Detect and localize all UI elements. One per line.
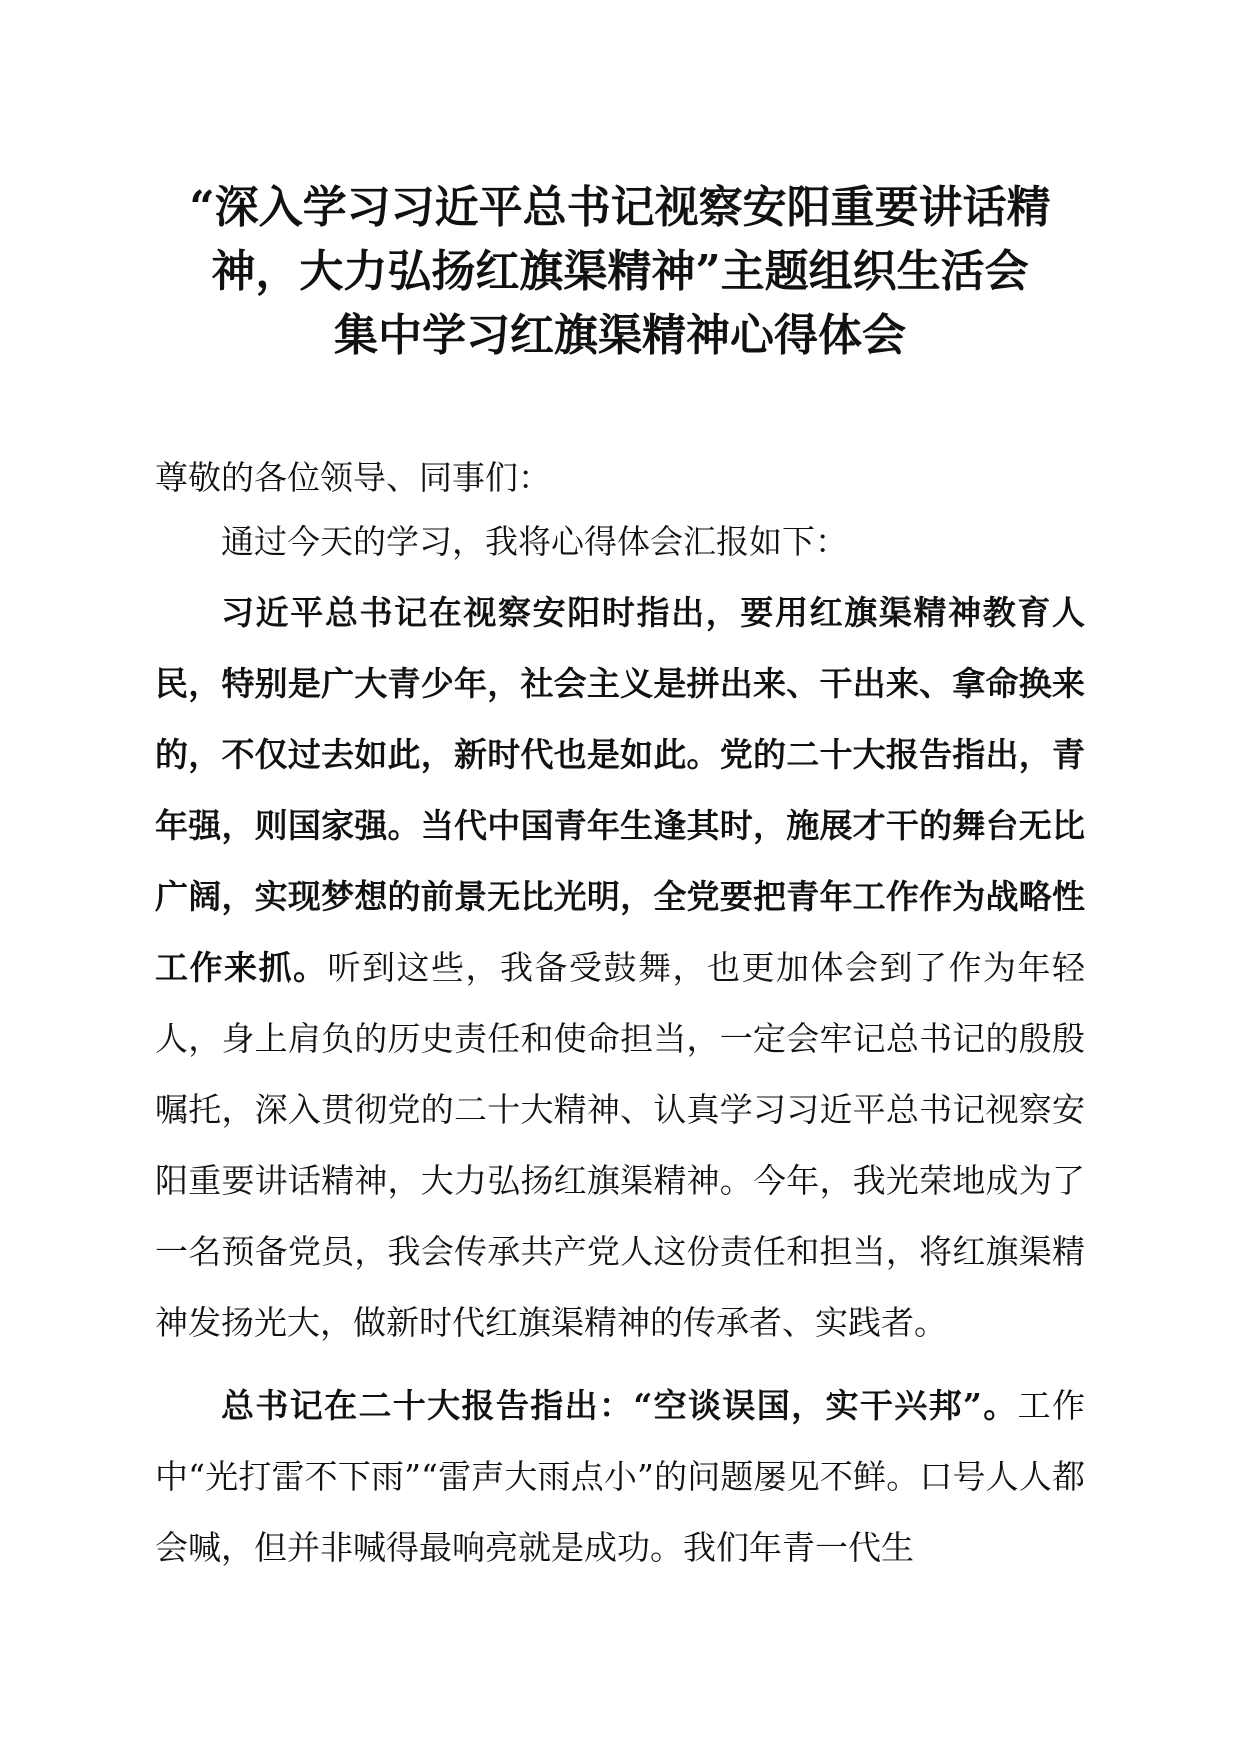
paragraph-2-text: 工作中“光打雷不下雨”“雷声大雨点小”的问题屡见不鲜。口号人人都会喊，但并非喊得最响亮就是成功。我们年青一代生 xyxy=(155,1386,1086,1567)
title-line-2: 神，大力弘扬红旗渠精神”主题组织生活会 xyxy=(211,246,1029,297)
paragraph-1-text: 听到这些，我备受鼓舞，也更加体会到了作为年轻人，身上肩负的历史责任和使命担当，一定会牢记总书记的殷殷嘱托，深入贯彻党的二十大精神、认真学习习近平总书记视察安阳重要讲话精神，大力弘扬红旗渠精神。今年，我光荣地成为了一名预备党员，我会传承共产党人这份责任和担当，将红旗渠精神发扬光大，做新时代红旗渠精神的传承者、实践者。 xyxy=(155,948,1085,1342)
paragraph-2-emphasis: 总书记在二十大报告指出：“空谈误国，实干兴邦”。 xyxy=(221,1386,1018,1425)
title-line-1: “深入学习习近平总书记视察安阳重要讲话精 xyxy=(189,182,1051,233)
document-title xyxy=(150,176,1090,368)
title-line-3: 集中学习红旗渠精神心得体会 xyxy=(334,310,906,361)
document-body xyxy=(155,447,1085,1583)
salutation: 尊敬的各位领导、同事们： xyxy=(155,458,551,497)
paragraph-1-emphasis: 习近平总书记在视察安阳时指出，要用红旗渠精神教育人民，特别是广大青少年，社会主义是拼出来、干出来、拿命换来的，不仅过去如此，新时代也是如此。党的二十大报告指出，青年强，则国家强。当代中国青年生逢其时，施展才干的舞台无比广阔，实现梦想的前景无比光明，全党要把青年工作作为战略性工作来抓。 xyxy=(155,593,1085,987)
paragraph-2 xyxy=(155,1370,1085,1583)
paragraph-1 xyxy=(155,577,1085,1358)
intro-paragraph: 通过今天的学习，我将心得体会汇报如下： xyxy=(221,522,848,561)
